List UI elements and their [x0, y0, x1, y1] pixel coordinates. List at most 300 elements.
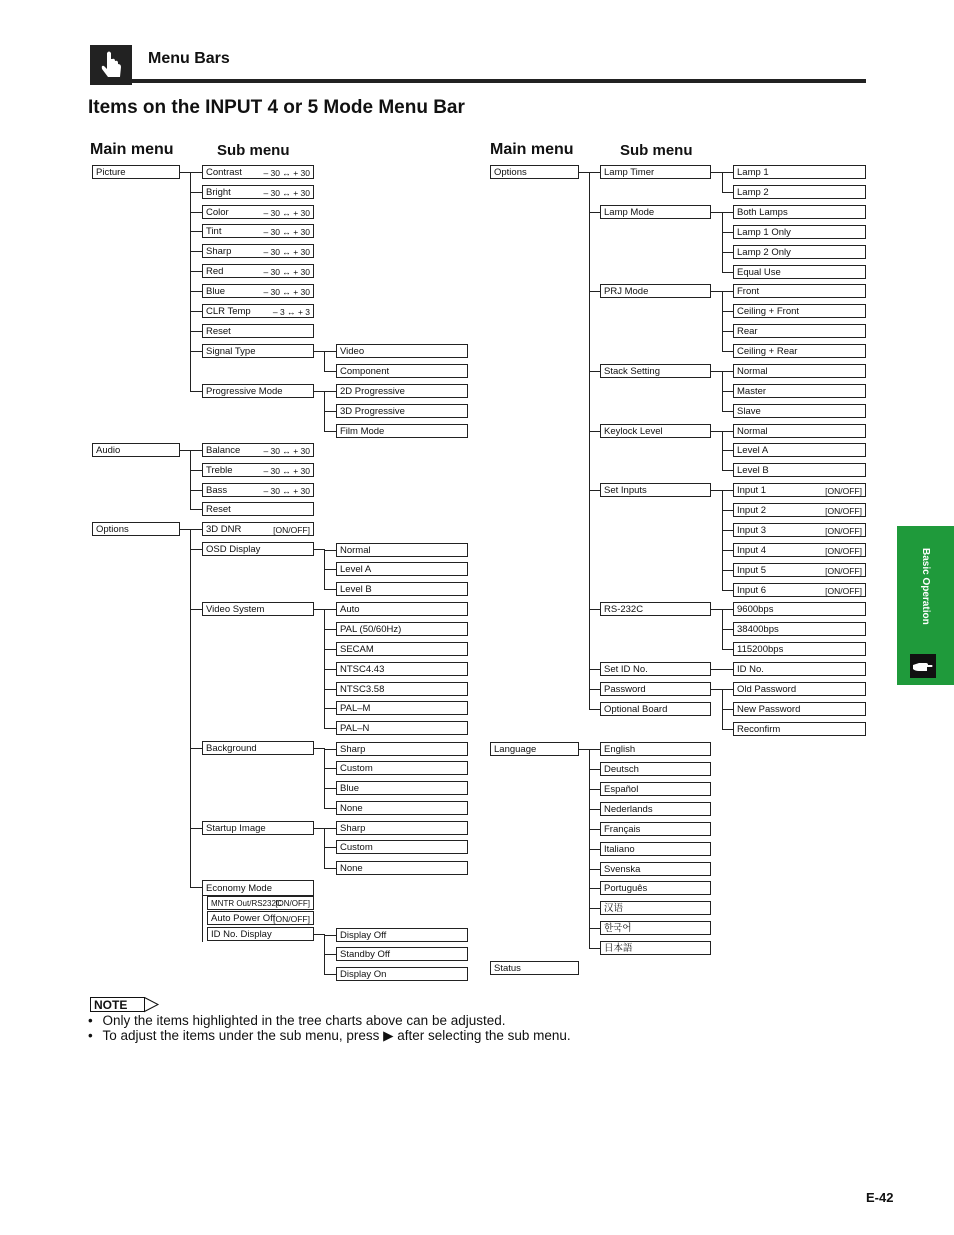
sub-item-red[interactable]: [202, 264, 314, 278]
sub-item-startup-image[interactable]: [202, 821, 314, 835]
connector: [589, 172, 600, 173]
connector: [180, 172, 190, 173]
sub-item-label: Economy Mode: [206, 883, 273, 894]
option-label: Master: [737, 386, 767, 397]
option-label: Standby Off: [340, 949, 390, 960]
connector: [324, 828, 336, 829]
option-label: Sharp: [340, 744, 366, 755]
sub-item-color[interactable]: [202, 205, 314, 219]
option-label: Equal Use: [737, 267, 781, 278]
sub-item-label: Password: [604, 684, 646, 695]
sub-item-tint[interactable]: [202, 224, 314, 238]
connector: [190, 251, 202, 252]
option-stack-normal[interactable]: [733, 364, 866, 378]
connector: [202, 896, 203, 942]
connector: [314, 391, 324, 392]
connector: [589, 749, 600, 750]
sub-item-balance[interactable]: [202, 443, 314, 457]
option-label: PAL–M: [340, 703, 371, 714]
option-label: 日本語: [604, 943, 633, 954]
connector: [314, 748, 324, 749]
sub-item-lamp-mode[interactable]: [600, 205, 711, 219]
connector: [190, 470, 202, 471]
option-osd-normal[interactable]: [336, 543, 468, 557]
connector: [579, 172, 589, 173]
language-espanol[interactable]: [600, 782, 711, 796]
option-bg-custom[interactable]: [336, 761, 468, 775]
option-new-password[interactable]: [733, 702, 866, 716]
option-label: Lamp 1 Only: [737, 227, 791, 238]
main-menu-label: Language: [494, 744, 537, 755]
option-reconfirm[interactable]: [733, 722, 866, 736]
sub-item-label: Tint: [206, 226, 222, 237]
language-portugues[interactable]: [600, 881, 711, 895]
bullet: •: [88, 1028, 93, 1043]
sub-item-bass[interactable]: [202, 483, 314, 497]
sub-item-progressive-mode[interactable]: [202, 384, 314, 398]
range-value: – 30 ↔ + 30: [263, 168, 310, 178]
sub-item-bright[interactable]: [202, 185, 314, 199]
sub-item-label: Background: [206, 743, 257, 754]
connector: [324, 689, 336, 690]
option-label: English: [604, 744, 636, 755]
main-menu-status[interactable]: [490, 961, 579, 975]
option-label: Auto: [340, 604, 360, 615]
sub-item-set-inputs[interactable]: [600, 483, 711, 497]
connector: [589, 908, 600, 909]
option-label: None: [340, 863, 363, 874]
option-keylock-level-a[interactable]: [733, 443, 866, 457]
side-tab-label: Basic Operation: [920, 547, 931, 625]
connector: [180, 529, 190, 530]
option-film-mode[interactable]: [336, 424, 468, 438]
range-value: – 30 ↔ + 30: [263, 247, 310, 257]
connector: [589, 869, 600, 870]
range-value: – 3 ↔ + 3: [272, 307, 310, 317]
connector: [722, 609, 733, 610]
sub-item-economy-mode[interactable]: [202, 880, 314, 896]
option-id-no[interactable]: [733, 662, 866, 676]
main-menu-options-right[interactable]: [490, 165, 579, 179]
option-bg-none[interactable]: [336, 801, 468, 815]
option-input-1[interactable]: [733, 483, 866, 497]
option-label: NTSC3.58: [340, 684, 385, 695]
page-number: E-42: [866, 1190, 894, 1205]
option-video-pal-n[interactable]: [336, 721, 468, 735]
state-value: [ON/OFF]: [825, 546, 862, 556]
language-chinese[interactable]: [600, 901, 711, 915]
left-main-menu-header: Main menu: [90, 141, 174, 158]
hand-pointer-icon: [910, 654, 936, 678]
section-title: Menu Bars: [148, 50, 230, 67]
option-old-password[interactable]: [733, 682, 866, 696]
option-label: Ceiling + Rear: [737, 346, 798, 357]
option-label: Input 3: [737, 525, 767, 536]
connector: [589, 431, 600, 432]
option-115200bps[interactable]: [733, 642, 866, 656]
sub-item-label: Optional Board: [604, 704, 668, 715]
option-label: Rear: [737, 326, 758, 337]
sub-item-label: Reset: [206, 504, 231, 515]
option-video-ntsc358[interactable]: [336, 682, 468, 696]
connector: [722, 212, 723, 272]
main-menu-language[interactable]: [490, 742, 579, 756]
connector: [190, 351, 202, 352]
connector: [589, 291, 600, 292]
connector: [190, 529, 202, 530]
connector: [190, 172, 202, 173]
language-deutsch[interactable]: [600, 762, 711, 776]
language-nederlands[interactable]: [600, 802, 711, 816]
sub-item-auto-power-off[interactable]: [207, 911, 314, 925]
option-video-pal-m[interactable]: [336, 701, 468, 715]
option-lamp-2-only[interactable]: [733, 245, 866, 259]
note-badge-label: NOTE: [94, 998, 128, 1012]
connector: [324, 974, 336, 975]
sub-item-reset[interactable]: [202, 324, 314, 338]
option-master[interactable]: [733, 384, 866, 398]
option-9600bps[interactable]: [733, 602, 866, 616]
sub-item-background[interactable]: [202, 741, 314, 755]
connector: [722, 291, 733, 292]
sub-item-label: Reset: [206, 326, 231, 337]
sub-item-label: Red: [206, 266, 224, 277]
option-lamp-2[interactable]: [733, 185, 866, 199]
connector: [324, 411, 336, 412]
sub-item-prj-mode[interactable]: [600, 284, 711, 298]
option-equal-use[interactable]: [733, 265, 866, 279]
option-both-lamps[interactable]: [733, 205, 866, 219]
connector: [722, 649, 733, 650]
connector: [190, 172, 191, 391]
option-label: Deutsch: [604, 764, 639, 775]
connector: [190, 887, 202, 888]
connector: [589, 888, 600, 889]
language-italiano[interactable]: [600, 842, 711, 856]
connector: [722, 431, 733, 432]
sub-item-label: Contrast: [206, 167, 242, 178]
option-label: Ceiling + Front: [737, 306, 800, 317]
connector: [711, 490, 722, 491]
sub-item-blue[interactable]: [202, 284, 314, 298]
option-slave[interactable]: [733, 404, 866, 418]
state-value: [ON/OFF]: [825, 526, 862, 536]
option-input-2[interactable]: [733, 503, 866, 517]
connector: [711, 172, 722, 173]
sub-item-label: 3D DNR: [206, 524, 242, 535]
option-rear[interactable]: [733, 324, 866, 338]
language-francais[interactable]: [600, 822, 711, 836]
connector: [190, 331, 202, 332]
connector: [190, 748, 202, 749]
connector: [324, 371, 336, 372]
connector: [190, 828, 202, 829]
option-ceiling-front[interactable]: [733, 304, 866, 318]
option-label: 한국어: [604, 923, 632, 934]
option-keylock-normal[interactable]: [733, 424, 866, 438]
sub-item-id-no-display[interactable]: [207, 927, 314, 941]
option-startup-sharp[interactable]: [336, 821, 468, 835]
sub-item-rs232c[interactable]: [600, 602, 711, 616]
sub-item-audio-reset[interactable]: [202, 502, 314, 516]
connector: [324, 629, 336, 630]
connector: [589, 709, 600, 710]
connector: [324, 708, 336, 709]
connector: [722, 172, 723, 192]
sub-item-contrast[interactable]: [202, 165, 314, 179]
sub-item-signal-type[interactable]: [202, 344, 314, 358]
connector: [711, 431, 722, 432]
option-3d-progressive[interactable]: [336, 404, 468, 418]
option-38400bps[interactable]: [733, 622, 866, 636]
option-front[interactable]: [733, 284, 866, 298]
option-bg-blue[interactable]: [336, 781, 468, 795]
option-label: Film Mode: [340, 426, 385, 437]
connector: [314, 351, 324, 352]
option-label: Old Password: [737, 684, 797, 695]
connector: [314, 828, 324, 829]
sub-item-label: Auto Power Off: [211, 913, 276, 924]
connector: [324, 649, 336, 650]
range-value: – 30 ↔ + 30: [263, 446, 310, 456]
option-label: Slave: [737, 406, 761, 417]
note-item: [88, 1013, 506, 1028]
language-korean[interactable]: [600, 921, 711, 935]
connector: [722, 510, 733, 511]
range-value: – 30 ↔ + 30: [263, 208, 310, 218]
connector: [324, 351, 336, 352]
connector: [722, 550, 733, 551]
main-menu-label: Options: [96, 524, 129, 535]
connector: [324, 589, 336, 590]
option-ceiling-rear[interactable]: [733, 344, 866, 358]
range-value: – 30 ↔ + 30: [263, 486, 310, 496]
option-lamp-1-only[interactable]: [733, 225, 866, 239]
option-label: Level A: [737, 445, 769, 456]
sub-item-password[interactable]: [600, 682, 711, 696]
connector: [722, 172, 733, 173]
option-osd-level-b[interactable]: [336, 582, 468, 596]
option-label: 汉语: [604, 903, 624, 914]
option-input-3[interactable]: [733, 523, 866, 537]
connector: [722, 391, 733, 392]
connector: [589, 371, 600, 372]
sub-item-video-system[interactable]: [202, 602, 314, 616]
connector: [324, 748, 325, 808]
option-label: Video: [340, 346, 365, 357]
connector: [324, 768, 336, 769]
connector: [589, 172, 590, 709]
connector: [324, 728, 336, 729]
connector: [722, 192, 733, 193]
sub-item-label: Lamp Mode: [604, 207, 655, 218]
connector: [579, 749, 589, 750]
connector: [722, 331, 733, 332]
option-video-ntsc443[interactable]: [336, 662, 468, 676]
option-startup-none[interactable]: [336, 861, 468, 875]
main-menu-label: Audio: [96, 445, 121, 456]
sub-item-sharp[interactable]: [202, 244, 314, 258]
state-value: [ON/OFF]: [275, 899, 310, 908]
option-label: Normal: [340, 545, 371, 556]
option-2d-progressive[interactable]: [336, 384, 468, 398]
language-svenska[interactable]: [600, 862, 711, 876]
option-label: Sharp: [340, 823, 366, 834]
range-value: – 30 ↔ + 30: [263, 227, 310, 237]
connector: [722, 411, 733, 412]
option-display-on[interactable]: [336, 967, 468, 981]
sub-item-label: PRJ Mode: [604, 286, 649, 297]
option-label: Custom: [340, 842, 373, 853]
language-japanese[interactable]: [600, 941, 711, 955]
sub-item-label: Startup Image: [206, 823, 266, 834]
connector: [589, 769, 600, 770]
option-label: Blue: [340, 783, 360, 794]
right-sub-menu-header: Sub menu: [620, 142, 693, 159]
option-bg-sharp[interactable]: [336, 742, 468, 756]
header-rule: [90, 79, 866, 83]
connector: [190, 291, 202, 292]
main-menu-label: Picture: [96, 167, 126, 178]
sub-item-keylock-level[interactable]: [600, 424, 711, 438]
sub-item-label: Bright: [206, 187, 231, 198]
connector: [589, 609, 600, 610]
sub-item-label: Progressive Mode: [206, 386, 283, 397]
bullet: •: [88, 1013, 93, 1028]
option-label: 9600bps: [737, 604, 774, 615]
state-value: [ON/OFF]: [825, 506, 862, 516]
option-keylock-level-b[interactable]: [733, 463, 866, 477]
option-label: 3D Progressive: [340, 406, 405, 417]
option-label: NTSC4.43: [340, 664, 385, 675]
option-standby-off[interactable]: [336, 947, 468, 961]
connector: [324, 788, 336, 789]
option-video[interactable]: [336, 344, 468, 358]
range-value: – 30 ↔ + 30: [263, 267, 310, 277]
connector: [324, 847, 336, 848]
main-menu-picture[interactable]: [92, 165, 180, 179]
option-display-off[interactable]: [336, 928, 468, 942]
sub-item-lamp-timer[interactable]: [600, 165, 711, 179]
option-label: Normal: [737, 426, 768, 437]
left-sub-menu-header: Sub menu: [217, 142, 290, 159]
connector: [190, 391, 202, 392]
option-label: Display On: [340, 969, 387, 980]
option-label: Español: [604, 784, 639, 795]
option-label: Italiano: [604, 844, 635, 855]
connector: [711, 689, 722, 690]
option-video-auto[interactable]: [336, 602, 468, 616]
connector: [722, 252, 733, 253]
main-menu-audio[interactable]: [92, 443, 180, 457]
connector: [190, 450, 202, 451]
connector: [180, 450, 190, 451]
note-item: [88, 1028, 571, 1044]
note-text: Only the items highlighted in the tree charts above can be adjusted.: [102, 1013, 506, 1028]
connector: [589, 212, 600, 213]
sub-item-stack-setting[interactable]: [600, 364, 711, 378]
sub-item-osd-display[interactable]: [202, 542, 314, 556]
option-label: Level A: [340, 564, 372, 575]
option-label: Display Off: [340, 930, 387, 941]
sub-item-label: Signal Type: [206, 346, 256, 357]
connector: [589, 809, 600, 810]
option-label: Lamp 2: [737, 187, 769, 198]
option-osd-level-a[interactable]: [336, 562, 468, 576]
range-value: – 30 ↔ + 30: [263, 287, 310, 297]
option-label: Input 2: [737, 505, 767, 516]
sub-item-clr-temp[interactable]: [202, 304, 314, 318]
option-label: Português: [604, 883, 648, 894]
option-video-pal[interactable]: [336, 622, 468, 636]
option-label: Input 5: [737, 565, 767, 576]
connector: [722, 490, 723, 590]
option-input-4[interactable]: [733, 543, 866, 557]
connector: [722, 470, 733, 471]
connector: [324, 808, 336, 809]
option-label: 115200bps: [737, 644, 784, 655]
main-menu-options[interactable]: [92, 522, 180, 536]
option-label: Input 1: [737, 485, 767, 496]
sub-item-mntr-out[interactable]: [207, 896, 314, 910]
option-label: Reconfirm: [737, 724, 781, 735]
connector: [314, 549, 324, 550]
connector: [190, 311, 202, 312]
connector: [190, 212, 202, 213]
language-english[interactable]: [600, 742, 711, 756]
option-input-6[interactable]: [733, 583, 866, 597]
option-video-secam[interactable]: [336, 642, 468, 656]
option-label: Input 4: [737, 545, 767, 556]
page-title: Items on the INPUT 4 or 5 Mode Menu Bar: [88, 97, 465, 118]
sub-item-label: Bass: [206, 485, 228, 496]
connector: [722, 570, 733, 571]
sub-item-label: Set ID No.: [604, 664, 648, 675]
connector: [324, 431, 336, 432]
connector: [190, 231, 202, 232]
connector: [589, 669, 600, 670]
option-startup-custom[interactable]: [336, 840, 468, 854]
connector: [722, 490, 733, 491]
sub-item-3d-dnr[interactable]: [202, 522, 314, 536]
sub-item-label: Video System: [206, 604, 265, 615]
option-label: Level B: [340, 584, 372, 595]
option-label: Lamp 2 Only: [737, 247, 791, 258]
connector: [324, 669, 336, 670]
sub-item-label: Balance: [206, 445, 241, 456]
sub-item-treble[interactable]: [202, 463, 314, 477]
sub-item-label: MNTR Out/RS232C: [211, 899, 282, 908]
connector: [314, 934, 324, 935]
sub-item-label: ID No. Display: [211, 929, 272, 940]
connector: [722, 311, 733, 312]
sub-item-optional-board[interactable]: [600, 702, 711, 716]
right-main-menu-header: Main menu: [490, 141, 574, 158]
option-label: Français: [604, 824, 641, 835]
option-component[interactable]: [336, 364, 468, 378]
option-input-5[interactable]: [733, 563, 866, 577]
option-label: Input 6: [737, 585, 767, 596]
option-label: ID No.: [737, 664, 764, 675]
sub-item-set-id-no[interactable]: [600, 662, 711, 676]
sub-item-label: OSD Display: [206, 544, 261, 555]
connector: [722, 689, 733, 690]
connector: [589, 490, 600, 491]
connector: [324, 391, 336, 392]
option-lamp-1[interactable]: [733, 165, 866, 179]
state-value: [ON/OFF]: [273, 525, 310, 535]
connector: [324, 351, 325, 371]
